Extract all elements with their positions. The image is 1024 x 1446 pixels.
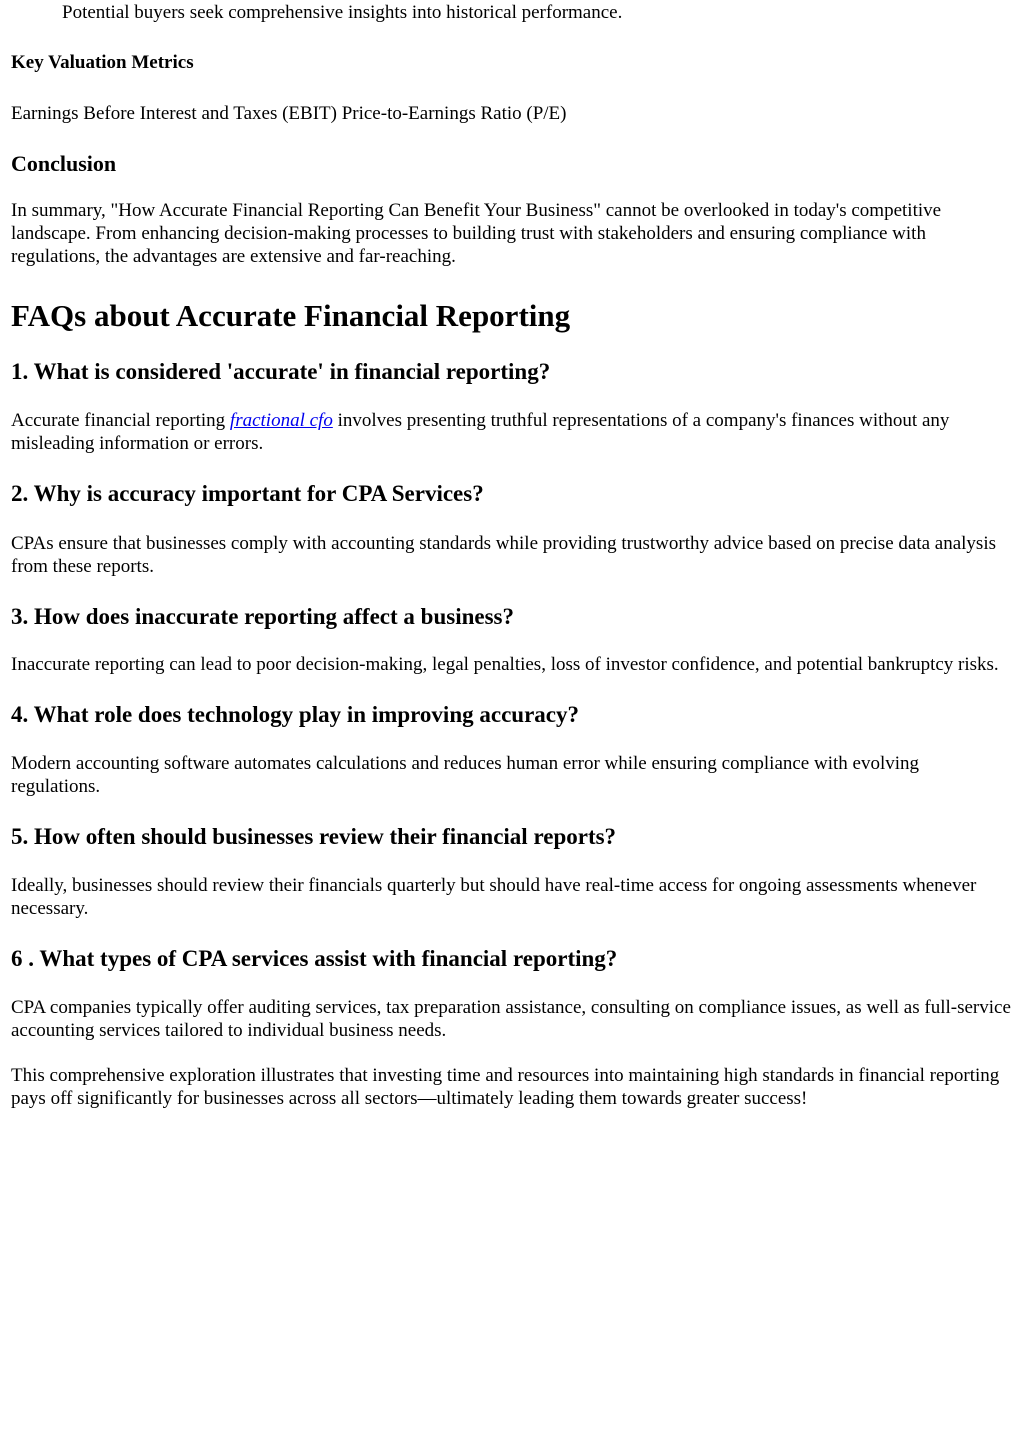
faq-answer-2: CPAs ensure that businesses comply with accounting standards while providing trustworthy advice based on precise data analysis from these reports. (11, 533, 996, 577)
faq-question-2: 2. Why is accuracy important for CPA Services? (11, 481, 484, 506)
faq-answer-3: Inaccurate reporting can lead to poor decision-making, legal penalties, loss of investor confidence, and potential bankruptcy risks. (11, 654, 999, 675)
faq-answer-1 (11, 409, 1012, 455)
conclusion-paragraph: In summary, "How Accurate Financial Reporting Can Benefit Your Business" cannot be overlooked in today's competitive landscape. From enhancing decision-making processes to building trust with stakeholders and ensuring compliance with regulations, the advantages are extensive and far-reaching. (11, 200, 942, 267)
faq-answer-6: CPA companies typically offer auditing services, tax preparation assistance, consulting on compliance issues, as well as full-service accounting services tailored to individual business needs. (11, 997, 1011, 1041)
closing-paragraph: This comprehensive exploration illustrates that investing time and resources into maintaining high standards in financial reporting pays off significantly for businesses across all sectors—ultimately leading them towards greater success! (11, 1065, 1000, 1109)
faq-answer-4: Modern accounting software automates calculations and reduces human error while ensuring compliance with evolving regulations. (11, 753, 920, 797)
faq-question-5: 5. How often should businesses review their financial reports? (11, 824, 617, 849)
faq-question-4: 4. What role does technology play in improving accuracy? (11, 702, 579, 727)
faq-question-6: 6 . What types of CPA services assist with financial reporting? (11, 946, 618, 971)
faq-answer-1-end: involves presenting truthful representations of a company's finances without any misleading information or errors. (11, 410, 950, 454)
intro-line: Potential buyers seek comprehensive insights into historical performance. (62, 2, 623, 23)
conclusion-heading: Conclusion (11, 151, 117, 176)
key-metrics-text: Earnings Before Interest and Taxes (EBIT) Price-to-Earnings Ratio (P/E) (11, 103, 567, 124)
faq-question-1: 1. What is considered 'accurate' in financial reporting? (11, 359, 551, 384)
faq-answer-5: Ideally, businesses should review their financials quarterly but should have real-time access for ongoing assessments whenever necessary. (11, 875, 977, 919)
faq-answer-1-start: Accurate financial reporting (11, 410, 230, 431)
faq-question-3: 3. How does inaccurate reporting affect a business? (11, 604, 514, 629)
faq-heading: FAQs about Accurate Financial Reporting (11, 298, 571, 333)
key-metrics-heading: Key Valuation Metrics (11, 52, 194, 73)
fractional-cfo-link[interactable]: fractional cfo (229, 410, 333, 431)
